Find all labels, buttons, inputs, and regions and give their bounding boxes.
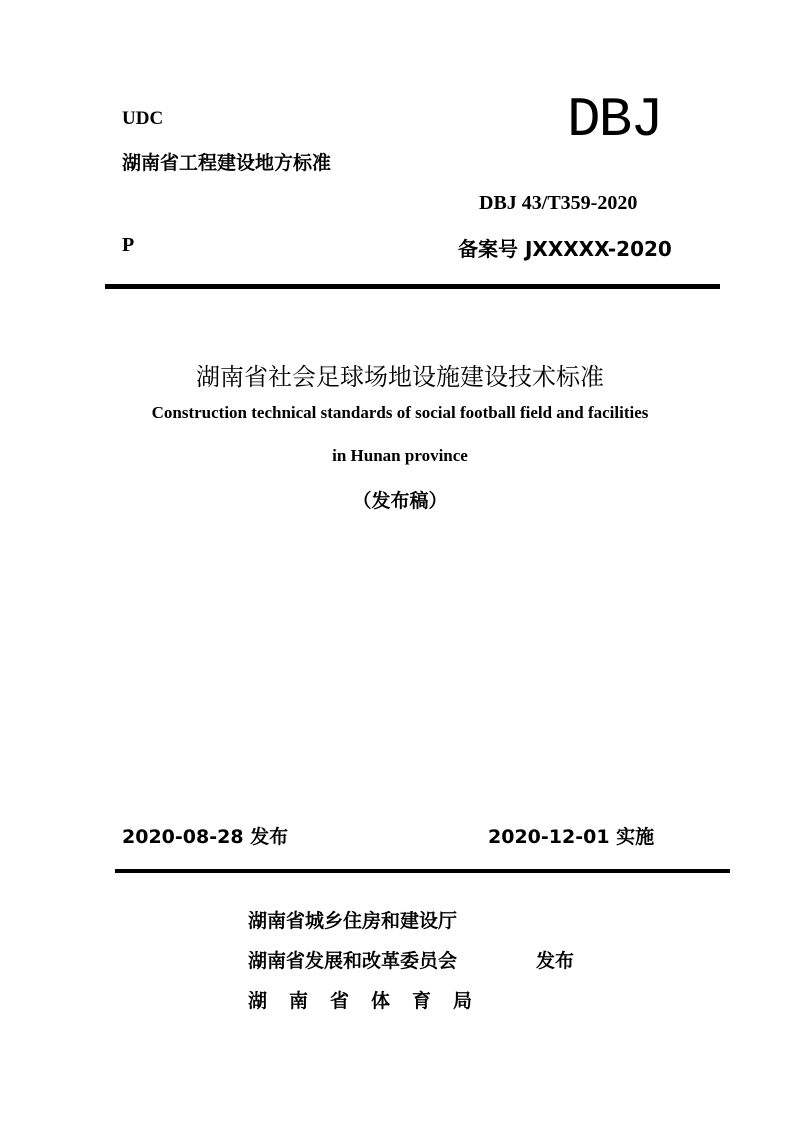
title-chinese: 湖南省社会足球场地设施建设技术标准	[196, 363, 604, 391]
issuer-housing-department: 湖南省城乡住房和建设厅	[248, 910, 458, 932]
publish-action: 发布	[536, 950, 575, 972]
issuer-development-commission: 湖南省发展和改革委员会	[248, 950, 458, 972]
top-divider	[105, 284, 720, 289]
title-english-line1: Construction technical standards of social football field and facilities	[151, 403, 649, 422]
publish-date: 2020-08-28 发布	[122, 826, 289, 848]
filing-number: 备案号 JXXXXX-2020	[458, 237, 672, 261]
implement-date: 2020-12-01 实施	[488, 826, 655, 848]
issuer-sports-bureau: 湖南省体育局	[248, 990, 495, 1012]
udc-label: UDC	[122, 108, 164, 129]
dbj-mark: DBJ	[567, 88, 662, 152]
bottom-divider	[115, 869, 730, 873]
standard-category: 湖南省工程建设地方标准	[122, 152, 332, 174]
draft-status: （发布稿）	[352, 490, 448, 512]
title-english-line2: in Hunan province	[332, 446, 468, 465]
p-label: P	[122, 234, 135, 256]
standard-code: DBJ 43/T359-2020	[479, 192, 638, 214]
